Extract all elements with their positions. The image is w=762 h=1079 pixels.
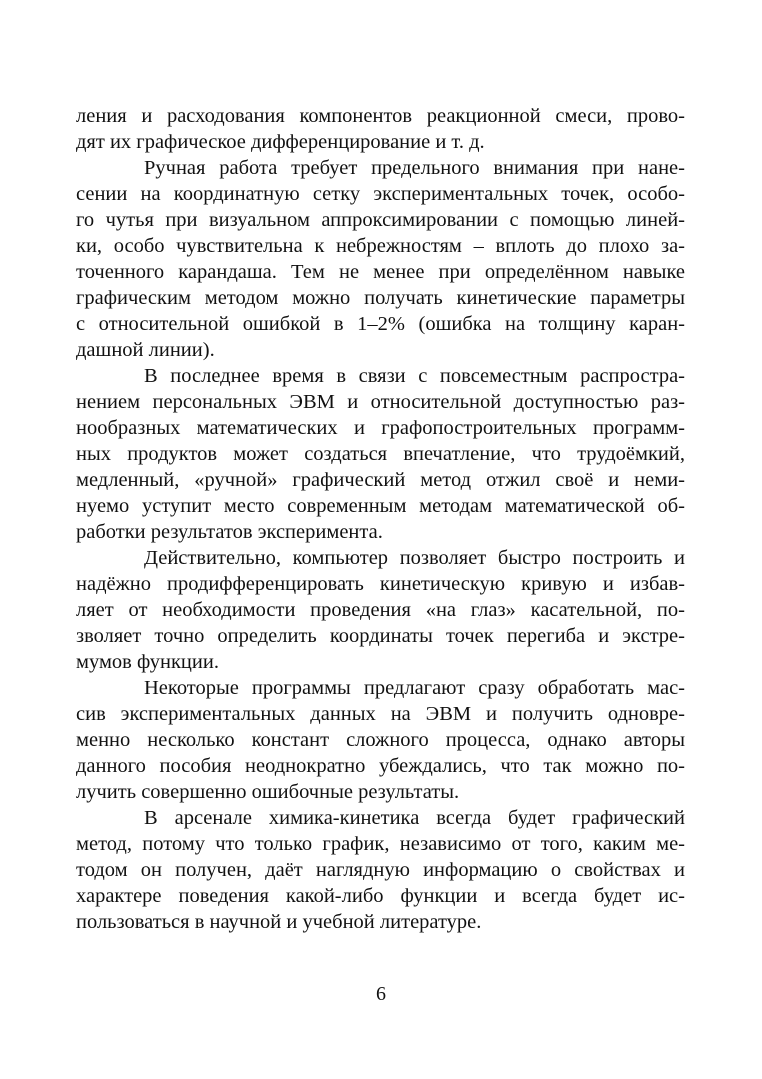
text-line: надёжно продифференцировать кинетическую кривую и избав-: [76, 573, 685, 595]
text-line: ляет от необходимости проведения «на глаз» касательной, по-: [76, 599, 685, 621]
text-line: В арсенале химика-кинетика всегда будет графический: [144, 807, 685, 829]
text-line: сив экспериментальных данных на ЭВМ и получить одновре-: [76, 703, 685, 725]
text-line: нуемо уступит место современным методам математической об-: [76, 495, 685, 517]
text-line: сении на координатную сетку экспериментальных точек, особо-: [76, 183, 685, 205]
text-line: ления и расходования компонентов реакционной смеси, прово-: [76, 105, 685, 127]
text-line: тодом он получен, даёт наглядную информацию о свойствах и: [76, 859, 685, 881]
text-line: метод, потому что только график, независимо от того, каким ме-: [76, 833, 685, 855]
text-line: мумов функции.: [76, 651, 219, 673]
text-line: Некоторые программы предлагают сразу обработать мас-: [144, 677, 685, 699]
text-line: лучить совершенно ошибочные результаты.: [76, 781, 460, 803]
text-line: менно несколько констант сложного процесса, однако авторы: [76, 729, 685, 751]
text-line: графическим методом можно получать кинетические параметры: [76, 287, 685, 309]
page-number: 6: [376, 983, 386, 1005]
text-line: Ручная работа требует предельного внимания при нане-: [144, 157, 685, 179]
text-line: дашной линии).: [76, 339, 215, 361]
text-line: ных продуктов может создаться впечатление, что трудоёмкий,: [76, 443, 685, 465]
text-line: дят их графическое дифференцирование и т. д.: [76, 131, 485, 153]
text-line: с относительной ошибкой в 1–2% (ошибка на толщину каран-: [76, 313, 685, 335]
text-line: нением персональных ЭВМ и относительной доступностью раз-: [76, 391, 685, 413]
text-line: точенного карандаша. Тем не менее при определённом навыке: [76, 261, 685, 283]
text-line: пользоваться в научной и учебной литературе.: [76, 911, 482, 933]
text-line: зволяет точно определить координаты точек перегиба и экстре-: [76, 625, 685, 647]
text-line: го чутья при визуальном аппроксимировании с помощью линей-: [76, 209, 685, 231]
text-line: медленный, «ручной» графический метод отжил своё и неми-: [76, 469, 685, 491]
text-line: нообразных математических и графопостроительных программ-: [76, 417, 685, 439]
text-line: ки, особо чувствительна к небрежностям – вплоть до плохо за-: [76, 235, 685, 257]
text-line: данного пособия неоднократно убеждались, что так можно по-: [76, 755, 685, 777]
text-line: Действительно, компьютер позволяет быстро построить и: [144, 547, 685, 569]
text-line: В последнее время в связи с повсеместным распростра-: [144, 365, 685, 387]
text-line: работки результатов эксперимента.: [76, 521, 383, 543]
text-line: характере поведения какой-либо функции и всегда будет ис-: [76, 885, 685, 907]
